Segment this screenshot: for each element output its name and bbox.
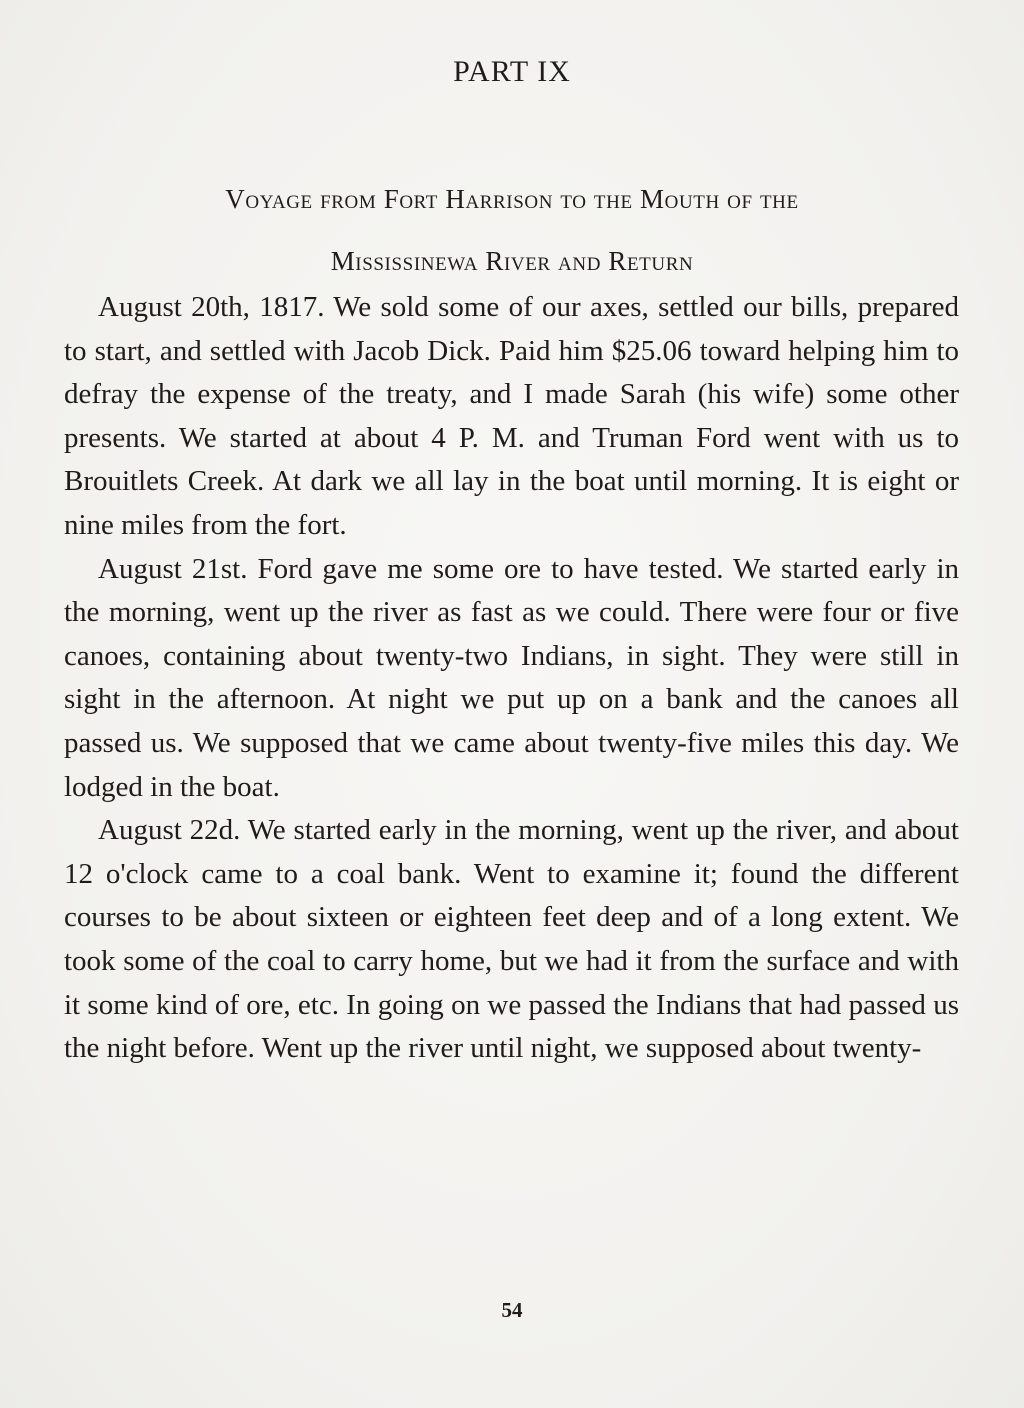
paragraph-august-21: August 21st. Ford gave me some ore to have tested. We started early in the morning, went up the river as fast as we could. There were four or five canoes, containing about twenty-two Indians, in sight. They were still in sight in the afternoon. At night we put up on a bank and the canoes all passed us. We supposed that we came about twenty-five miles this day. We lodged in the boat.: [64, 552, 959, 803]
body-text: [64, 286, 959, 1071]
chapter-title: [62, 168, 962, 292]
paragraph-august-20: August 20th, 1817. We sold some of our axes, settled our bills, prepared to start, and settled with Jacob Dick. Paid him $25.06 toward helping him to defray the expense of the treaty, and I made Sarah (his wife) some other presents. We started at about 4 P. M. and Truman Ford went with us to Brouitlets Creek. At dark we all lay in the boat until morning. It is eight or nine miles from the fort.: [64, 291, 959, 541]
chapter-title-line-2: Mississinewa River and Return: [330, 246, 694, 276]
paragraph-august-22: August 22d. We started early in the morning, went up the river, and about 12 o'clock came to a coal bank. Went to examine it; found the different courses to be about sixteen or eighteen feet deep and of a long extent. We took some of the coal to carry home, but we had it from the surface and with it some kind of ore, etc. In going on we passed the Indians that had passed us the night before. Went up the river until night, we supposed about twenty-: [64, 814, 959, 1065]
part-heading: PART IX: [453, 55, 571, 88]
chapter-title-line-1: Voyage from Fort Harrison to the Mouth of the: [225, 184, 799, 214]
page-number: 54: [501, 1298, 523, 1322]
